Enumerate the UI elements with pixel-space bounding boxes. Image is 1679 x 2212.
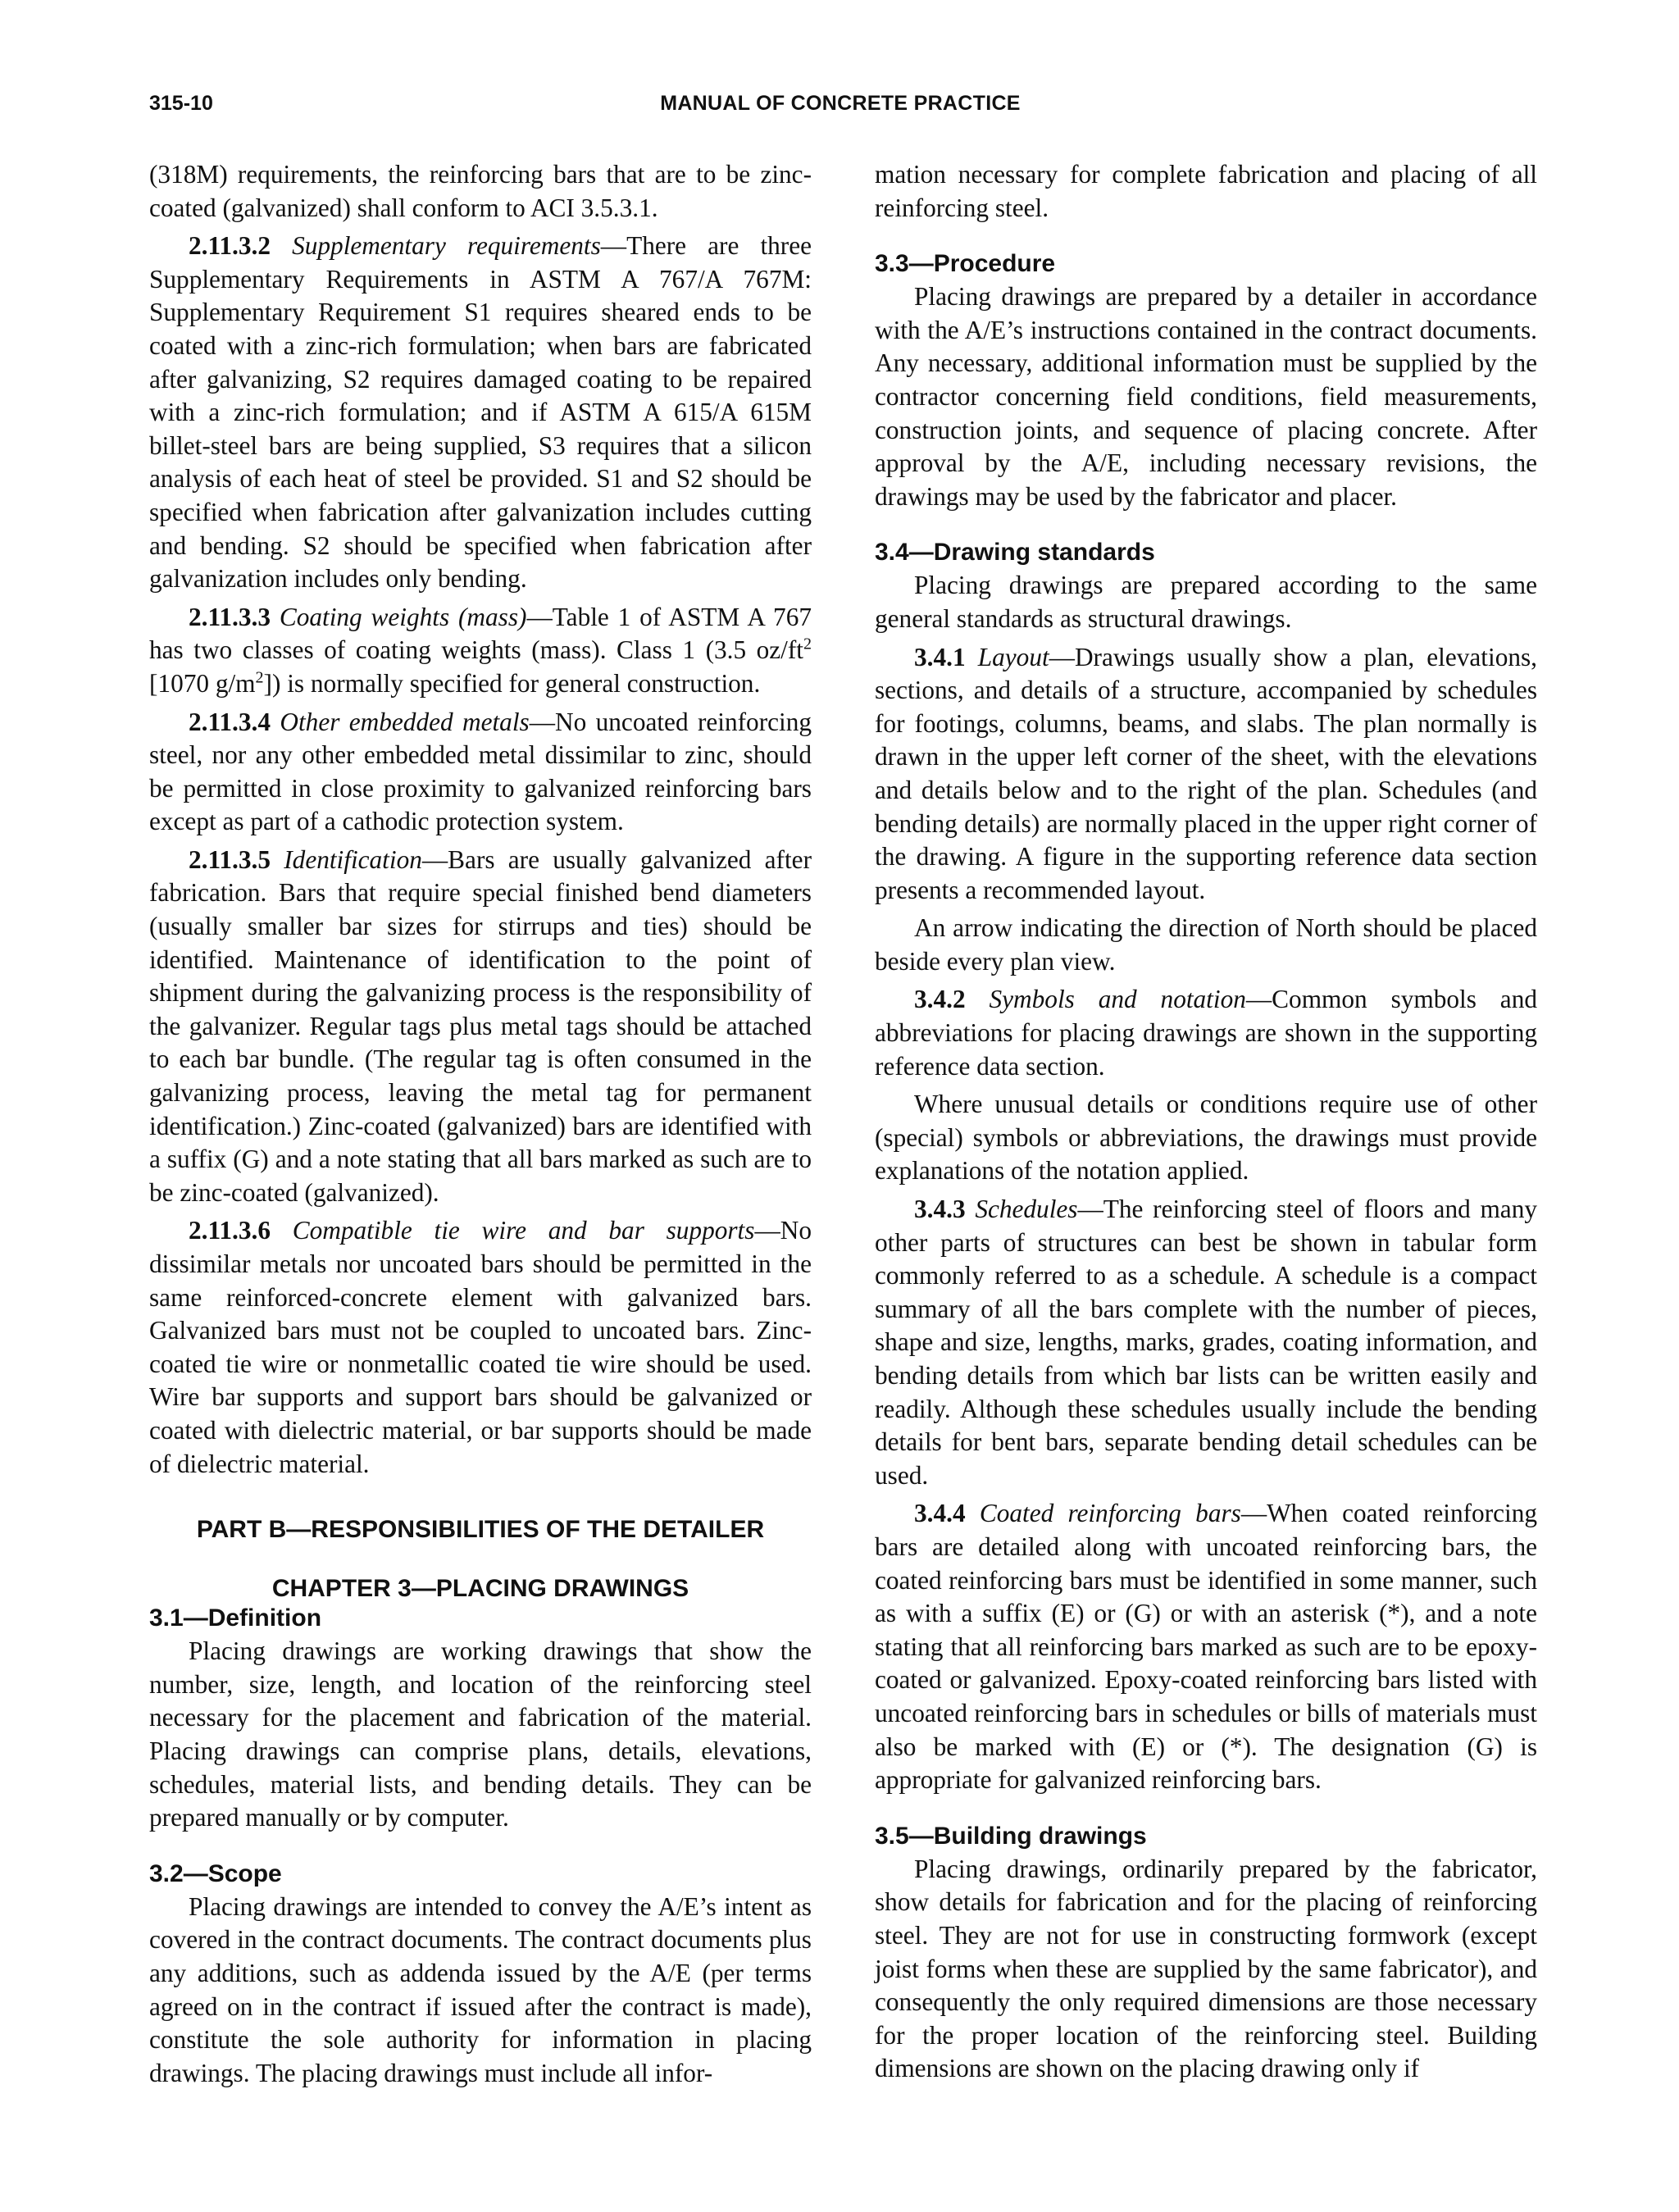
section-number: 2.11.3.3 xyxy=(189,602,271,631)
paragraph: Where unusual details or conditions require use of other (special) symbols or abbreviations, the drawings must provide explanations of the notation applied. xyxy=(875,1090,1537,1186)
running-title: MANUAL OF CONCRETE PRACTICE xyxy=(660,92,1021,115)
section-title: Compatible tie wire and bar supports xyxy=(292,1216,755,1245)
section-text: —The reinforcing steel of floors and many other parts of structures can best be shown in tabular form commonly referred to as a schedule. A schedule is a compact summary of all the bars complete with the number of pieces, shape and size, lengths, marks, grades, coating information, and bending details from which bar lists can be written easily and readily. Although these schedules usually include the bending details for bent bars, separate bending detail schedules can be used. xyxy=(875,1195,1537,1490)
heading-3-2: 3.2—Scope xyxy=(149,1859,282,1887)
section-text: —No dissimilar metals nor uncoated bars should be permitted in the same reinforced-concrete element with galvanized bars. Galvanized bars must not be coupled to uncoated bars. Zinc-coated tie wire or nonmetallic coated tie wire should be used. Wire bar supports and support bars should be galvanized or coated with dielectric material, or bar supports should be made of dielectric material. xyxy=(149,1216,812,1478)
left-column xyxy=(149,158,812,2090)
section-3-4-1 xyxy=(875,641,1537,908)
section-title: Symbols and notation xyxy=(989,985,1246,1014)
section-text: —Drawings usually show a plan, elevations, sections, and details of a structure, accompanied by schedules for footings, columns, beams, and slabs. The plan normally is drawn in the upper left corner of the sheet, with the elevations and details below and to the right of the plan. Schedules (and bending details) are normally placed in the upper right corner of the drawing. A figure in the supporting reference data section presents a recommended layout. xyxy=(875,642,1537,904)
section-3-4-4 xyxy=(875,1497,1537,1796)
heading-3-5: 3.5—Building drawings xyxy=(875,1822,1147,1850)
section-text: ]) is normally specified for general construction. xyxy=(263,668,761,698)
section-title: Other embedded metals xyxy=(280,707,530,736)
paragraph: An arrow indicating the direction of North should be placed beside every plan view. xyxy=(875,913,1537,976)
section-text: —Common symbols and abbreviations for placing drawings are shown in the supporting reference data section. xyxy=(875,985,1537,1081)
section-number: 3.4.1 xyxy=(914,642,966,671)
section-number: 2.11.3.4 xyxy=(189,707,271,736)
section-3-4-2 xyxy=(875,983,1537,1083)
section-title: Supplementary requirements xyxy=(292,231,601,261)
section-2-11-3-4 xyxy=(149,706,812,839)
section-text: —Table 1 of ASTM A 767 has two classes of coating weights (mass). Class 1 (3.5 oz/ft xyxy=(149,602,812,665)
section-2-11-3-6 xyxy=(149,1214,812,1481)
section-number: 3.4.2 xyxy=(914,985,966,1014)
paragraph: Placing drawings are working drawings that show the number, size, length, and location of the reinforcing steel necessary for the placement and fabrication of the material. Placing drawings can comprise plans, details, elevations, schedules, material lists, and bending details. They can be prepared manually or by computer. xyxy=(149,1636,812,1832)
right-column xyxy=(875,158,1537,2086)
part-heading: PART B—RESPONSIBILITIES OF THE DETAILER xyxy=(196,1516,765,1544)
paragraph: mation necessary for complete fabrication and placing of all reinforcing steel. xyxy=(875,160,1537,222)
section-number: 3.4.4 xyxy=(914,1499,966,1528)
section-text: —No uncoated reinforcing steel, nor any other embedded metal dissimilar to zinc, should be permitted in close proximity to galvanized reinforcing bars except as part of a cathodic protection system. xyxy=(149,707,812,836)
section-2-11-3-5 xyxy=(149,844,812,1210)
heading-3-1: 3.1—Definition xyxy=(149,1604,322,1632)
section-title: Identification xyxy=(284,844,422,874)
paragraph: Placing drawings are intended to convey the A/E’s intent as covered in the contract documents. The contract documents plus any additions, such as addenda issued by the A/E (per terms agreed on in the contract if issued after the contract is made), constitute the sole authority for information in placing drawings. The placing drawings must include all infor- xyxy=(149,1891,812,2087)
paragraph: Placing drawings are prepared by a detailer in accordance with the A/E’s instructions contained in the contract documents. Any necessary, additional information must be supplied by the contractor concerning field conditions, field measurements, construction joints, and sequence of placing concrete. After approval by the A/E, including necessary revisions, the drawings may be used by the fabricator and placer. xyxy=(875,282,1537,511)
section-text: [1070 g/m xyxy=(149,668,256,698)
section-text: —There are three Supplementary Requirements in ASTM A 767/A 767M: Supplementary Requirement S1 requires sheared ends to be coated with a zinc-rich formulation; when bars are fabricated after galvanizing, S2 requires damaged coating to be repaired with a zinc-rich formulation; and if ASTM A 615/A 615M billet-steel bars are being supplied, S3 requires that a silicon analysis of each heat of steel be provided. S1 and S2 should be specified when fabrication after galvanization includes cutting and bending. S2 should be specified when fabrication after galvanization includes only bending. xyxy=(149,231,812,594)
section-2-11-3-3 xyxy=(149,601,812,701)
paragraph: Placing drawings, ordinarily prepared by the fabricator, show details for fabrication and for the placing of reinforcing steel. They are not for use in constructing formwork (except joist forms when these are supplied by the same fabricator), and consequently the only required dimensions are those necessary for the proper location of the reinforcing steel. Building dimensions are shown on the placing drawing only if xyxy=(875,1854,1537,2083)
section-number: 2.11.3.2 xyxy=(189,231,271,261)
section-number: 2.11.3.6 xyxy=(189,1216,271,1245)
superscript: 2 xyxy=(803,635,812,653)
section-title: Coated reinforcing bars xyxy=(979,1499,1241,1528)
section-number: 3.4.3 xyxy=(914,1195,966,1224)
section-number: 2.11.3.5 xyxy=(189,844,271,874)
superscript: 2 xyxy=(255,668,264,687)
chapter-heading: CHAPTER 3—PLACING DRAWINGS xyxy=(271,1575,689,1603)
section-title: Layout xyxy=(977,642,1049,671)
paragraph: Placing drawings are prepared according to the same general standards as structural drawings. xyxy=(875,571,1537,633)
page-number: 315-10 xyxy=(149,92,213,115)
heading-3-3: 3.3—Procedure xyxy=(875,250,1056,278)
page-header xyxy=(149,92,1531,128)
section-title: Schedules xyxy=(975,1195,1078,1224)
section-3-4-3 xyxy=(875,1193,1537,1492)
heading-3-4: 3.4—Drawing standards xyxy=(875,539,1155,567)
section-title: Coating weights (mass) xyxy=(279,602,527,631)
section-text: —When coated reinforcing bars are detailed along with uncoated reinforcing bars, the coated reinforcing bars must be identified in some manner, such as with a suffix (E) or (G) or with an asterisk (*), and a note stating that all reinforcing bars marked as such are to be epoxy-coated or galvanized. Epoxy-coated reinforcing bars listed with uncoated reinforcing bars in schedules or bills of materials must also be marked with (E) or (*). The designation (G) is appropriate for galvanized reinforcing bars. xyxy=(875,1499,1538,1795)
section-text: —Bars are usually galvanized after fabrication. Bars that require special finished bend diameters (usually smaller bar sizes for stirrups and ties) should be identified. Maintenance of identification to the point of shipment during the galvanizing process is the responsibility of the galvanizer. Regular tags plus metal tags should be attached to each bar bundle. (The regular tag is often consumed in the galvanizing process, leaving the metal tag for permanent identification.) Zinc-coated (galvanized) bars are identified with a suffix (G) and a note stating that all bars marked as such are to be zinc-coated (galvanized). xyxy=(149,844,812,1207)
section-2-11-3-2 xyxy=(149,230,812,596)
paragraph: (318M) requirements, the reinforcing bars that are to be zinc-coated (galvanized) shall conform to ACI 3.5.3.1. xyxy=(149,160,812,222)
